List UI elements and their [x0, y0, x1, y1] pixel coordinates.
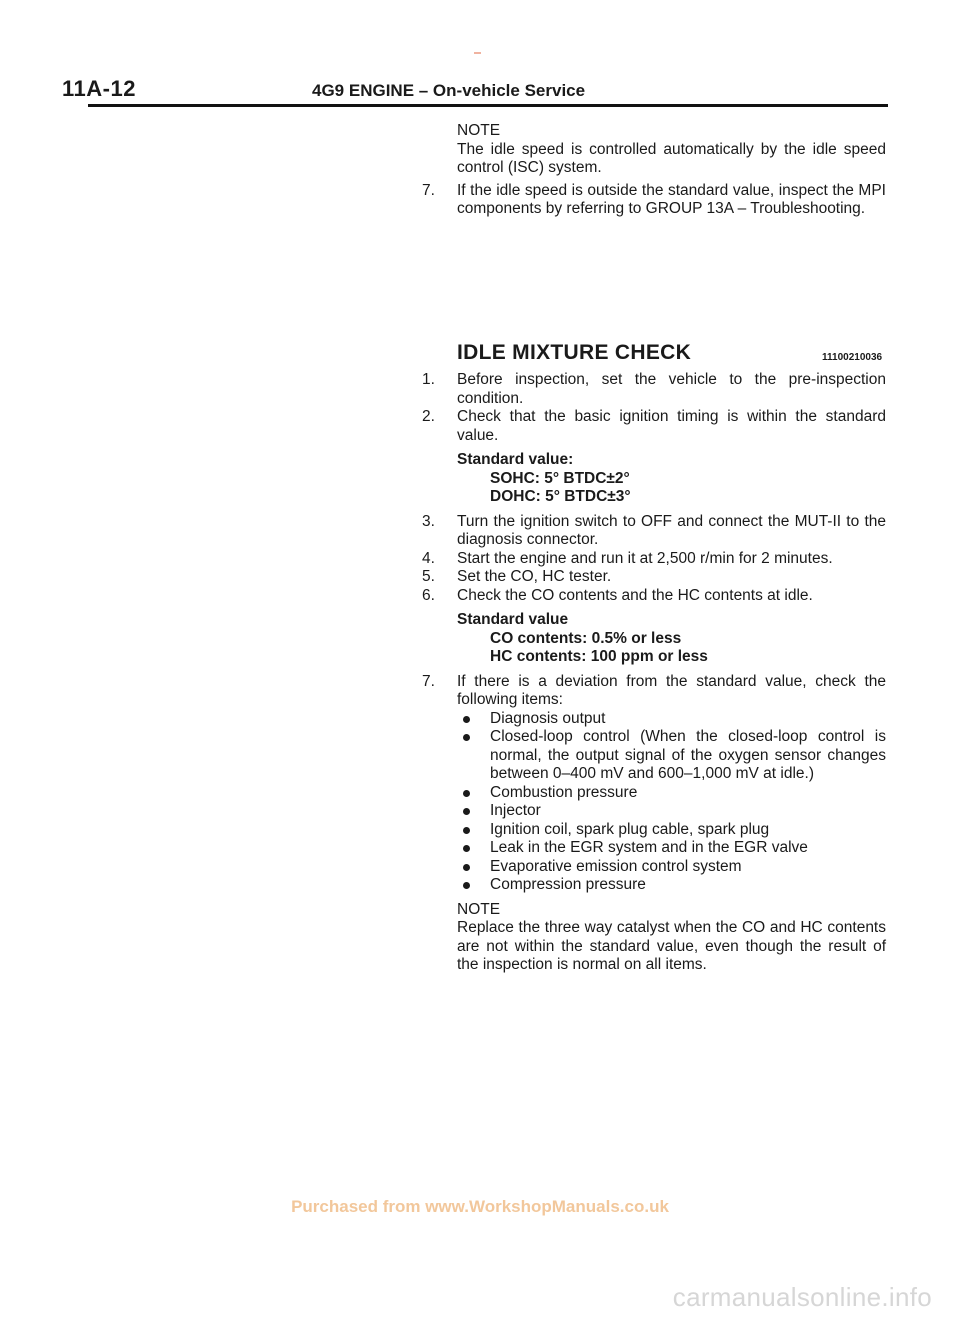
check-item: Diagnosis output — [490, 710, 886, 729]
step-7 — [422, 673, 886, 710]
step-text: If the idle speed is outside the standard value, inspect the MPI components by referring to GROUP 13A – Troubleshooting. — [457, 181, 886, 217]
check-item: Closed-loop control (When the closed-loop control is normal, the output signal of the oxygen sensor changes between 0–400 mV and 600–1,000 mV at idle.) — [490, 728, 886, 782]
standard-value-label: Standard value — [457, 611, 569, 628]
check-item: Ignition coil, spark plug cable, spark plug — [490, 821, 886, 840]
step-text: Check the CO contents and the HC contents at idle. — [457, 586, 813, 604]
header-rule — [88, 104, 888, 107]
footer-site: carmanualsonline.info — [672, 1282, 932, 1312]
step-text: Check that the basic ignition timing is within the standard value. — [457, 408, 886, 444]
step-number: 7. — [422, 672, 435, 690]
step-number: 4. — [422, 549, 435, 567]
step-7-top — [422, 182, 886, 219]
section-body — [422, 371, 886, 975]
purchase-watermark: Purchased from www.WorkshopManuals.co.uk — [291, 1197, 669, 1216]
step-number: 2. — [422, 408, 435, 425]
check-item: Leak in the EGR system and in the EGR valve — [490, 839, 886, 858]
step-text: Set the CO, HC tester. — [457, 568, 612, 585]
step-number: 3. — [422, 512, 435, 530]
standard-value-sohc: SOHC: 5° BTDC±2° — [490, 469, 630, 487]
step-number: 6. — [422, 586, 435, 604]
step-text: Before inspection, set the vehicle to the pre-inspection condition. — [457, 371, 886, 407]
step-text: Turn the ignition switch to OFF and connect the MUT-II to the diagnosis connector. — [457, 512, 886, 548]
top-block — [422, 122, 886, 219]
standard-value-label: Standard value: — [457, 451, 574, 468]
check-item: Injector — [490, 802, 886, 821]
section-title: IDLE MIXTURE CHECK — [457, 341, 692, 364]
step-2 — [422, 408, 886, 445]
step-3 — [422, 513, 886, 550]
step-4 — [422, 550, 886, 569]
step-6 — [422, 587, 886, 606]
note-text: Replace the three way catalyst when the CO and HC contents are not within the standard value, even though the result of the inspection is normal on all items. — [457, 919, 886, 973]
page-number: 11A-12 — [62, 76, 136, 101]
step-text: If there is a deviation from the standard value, check the following items: — [457, 672, 886, 708]
standard-value-hc: HC contents: 100 ppm or less — [490, 648, 708, 665]
page-title: 4G9 ENGINE – On-vehicle Service — [312, 81, 586, 100]
step-number: 5. — [422, 568, 435, 585]
standard-value-dohc: DOHC: 5° BTDC±3° — [490, 488, 631, 505]
check-item: Combustion pressure — [490, 784, 886, 803]
step-number: 7. — [422, 181, 435, 199]
step-text: Start the engine and run it at 2,500 r/min for 2 minutes. — [457, 549, 833, 567]
section-code: 11100210036 — [822, 352, 883, 363]
step-1 — [422, 371, 886, 408]
step-number: 1. — [422, 371, 435, 388]
note-text: The idle speed is controlled automatically by the idle speed control (ISC) system. — [457, 140, 886, 176]
note-label: NOTE — [457, 122, 501, 139]
check-item: Compression pressure — [490, 876, 886, 895]
standard-value-co: CO contents: 0.5% or less — [490, 629, 682, 647]
step-5 — [422, 568, 886, 587]
note-label: NOTE — [457, 900, 501, 918]
scan-mark — [474, 52, 481, 54]
check-item: Evaporative emission control system — [490, 858, 886, 877]
